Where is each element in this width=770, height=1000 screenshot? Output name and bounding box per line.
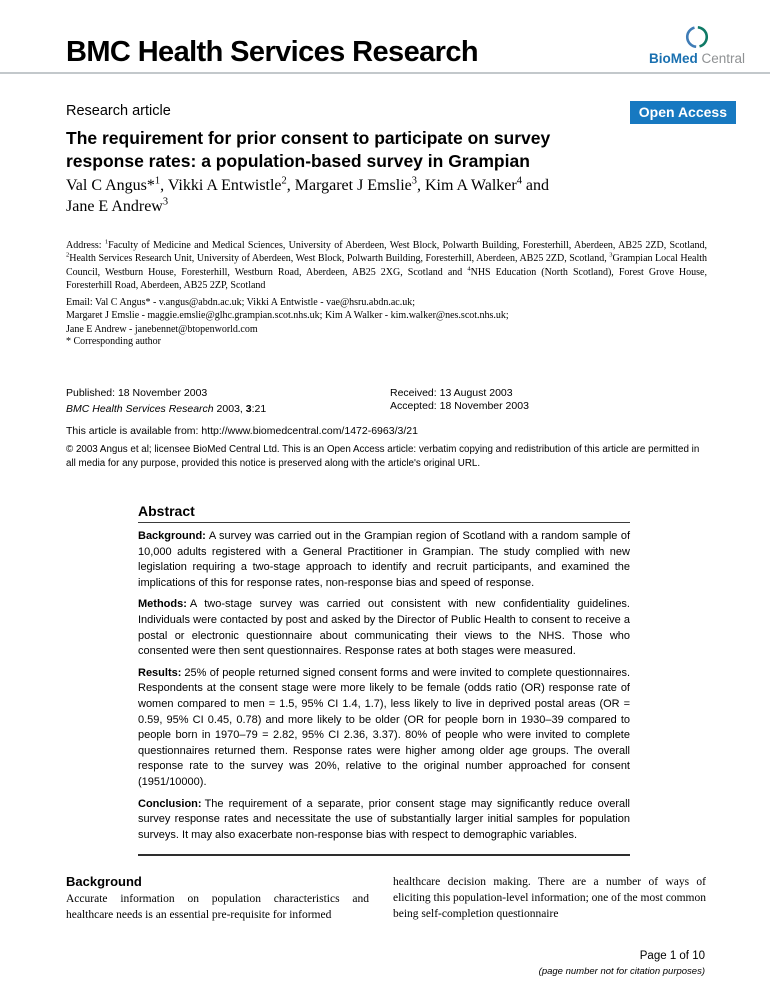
email-block <box>66 296 707 336</box>
citation-purpose-note: (page number not for citation purposes) <box>538 966 705 977</box>
abstract-methods-paragraph <box>138 597 630 659</box>
section-text: 25% of people returned signed consent forms and were invited to complete questionnaires. Respondents at the consent stage were more likely to be female (odds ratio (OR) response rate of women compared to men = 1.5, 95% CI 1.4, 1.7), less likely to live in deprived postal areas (OR = 0.59, 95% CI 0.45, 0.78) and more likely to be older (OR for people born in 1930–39 compared to people born in 1970–79 = 2.82, 95% CI 2.36, 3.37). 80% of people who were invited to complete questionnaires returned them. Response rates were higher among older age groups. The overall response rate to the survey was 20%, relative to the original number approached for consent (1951/10000). <box>138 666 630 788</box>
author-list: Val C Angus*$^1$, Vikki A Entwistle$^2$, Margaret J Emslie$^3$, Kim A Walker$^4$ and Jane E Andrew$^3$ <box>66 175 550 215</box>
section-label: Methods: <box>138 598 187 611</box>
copyright-notice: © 2003 Angus et al; licensee BioMed Central Ltd. This is an Open Access article: verbatim copying and redistribution of this article are permitted in all media for any purpose, provided this notice is preserved along with the article's original URL. <box>66 444 700 469</box>
journal-title: BMC Health Services Research <box>66 36 478 68</box>
abstract-heading: Abstract <box>138 503 195 519</box>
section-label: Results: <box>138 666 182 679</box>
biomed-central-logo <box>645 24 749 66</box>
received-date: Received: 13 August 2003 <box>390 387 513 399</box>
page-footer <box>539 950 705 977</box>
section-label: Conclusion: <box>138 797 202 810</box>
email-line: Margaret J Emslie - maggie.emslie@glhc.grampian.scot.nhs.uk; Kim A Walker - kim.walker@nes.scot.nhs.uk; <box>66 310 509 322</box>
logo-arc-green-icon <box>698 27 707 46</box>
article-title <box>66 127 676 173</box>
accepted-date: Accepted: 18 November 2003 <box>390 400 529 412</box>
section-text: A two-stage survey was carried out consistent with new confidentiality guidelines. Individuals were contacted by post and asked by the Director of Public Health to consent to receive a postal or electronic questionnaire about communicating their views to the NHS. Those who consented were then sent questionnaires. Response rates at both stages were measured. <box>138 598 630 658</box>
logo-central-label: Central <box>701 51 746 66</box>
abstract-results-paragraph <box>138 666 630 791</box>
abstract-heading-rule <box>138 522 630 523</box>
email-line: Email: Val C Angus* - v.angus@abdn.ac.uk; Vikki A Entwistle - vae@hsru.abdn.ac.uk; <box>66 297 415 308</box>
logo-text <box>645 51 749 66</box>
section-text: The requirement of a separate, prior consent stage may significantly reduce overall survey response rates and necessitate the use of substantially larger initial samples for population surveys. It may also exacerbate non-response bias with respect to demographic variables. <box>138 797 630 841</box>
logo-arc-blue-icon <box>687 28 696 47</box>
background-text-right: healthcare decision making. There are a number of ways of eliciting this population-level information; one of the most common being self-completion questionnaire <box>393 876 706 920</box>
journal-citation: BMC Health Services Research 2003, 3:21 <box>66 403 267 415</box>
background-heading: Background <box>66 874 142 889</box>
logo-biomed-label: BioMed <box>648 51 698 66</box>
open-access-badge: Open Access <box>630 101 736 124</box>
article-title-line: The requirement for prior consent to participate on survey <box>66 128 551 148</box>
section-text: A survey was carried out in the Grampian region of Scotland with a random sample of 10,000 adults registered with a General Practitioner in Grampian. The study complied with new legislation requiring a two-stage approach to identify and recruit participants, and examined the implications of this for response rates, non-response bias and speed of response. <box>138 530 630 589</box>
abstract-background-paragraph <box>138 529 630 591</box>
address-block: Address: $^1$Faculty of Medicine and Medical Sciences, University of Aberdeen, West Block, Polwarth Building, Foresterhill, Aberdeen, AB25 2ZD, Scotland, $^2$Health Services Research Unit, University of Aberdeen, West Block, Polwarth Building, Foresterhill, Aberdeen, AB25 2ZD, Scotland, $^3$Grampian Local Health Council, Westburn House, Foresterhill, Westburn Road, Aberdeen, AB25 2XG, Scotland and $^4$NHS Education (North Scotland), Forest Grove House, Foresterhill Road, Aberdeen, AB25 2ZP, Scotland <box>66 238 708 292</box>
corresponding-author-note: * Corresponding author <box>66 336 161 347</box>
availability-line: This article is available from: http://www.biomedcentral.com/1472-6963/3/21 <box>66 425 418 437</box>
background-text-left: Accurate information on population characteristics and healthcare needs is an essential pre-requisite for informed <box>66 893 369 921</box>
article-type-label: Research article <box>66 103 171 119</box>
abstract-conclusion-paragraph <box>138 797 630 844</box>
published-date: Published: 18 November 2003 <box>66 387 208 399</box>
page-number: Page 1 of 10 <box>639 950 705 962</box>
abstract-bottom-rule <box>138 854 630 856</box>
header-rule <box>0 72 770 74</box>
article-title-line: response rates: a population-based survey in Grampian <box>66 151 530 171</box>
abstract-section <box>138 503 630 856</box>
background-section-left-column <box>66 874 369 923</box>
email-line: Jane E Andrew - janebennet@btopenworld.com <box>66 323 258 335</box>
section-label: Background: <box>138 530 206 542</box>
logo-circle-icon <box>684 24 710 50</box>
